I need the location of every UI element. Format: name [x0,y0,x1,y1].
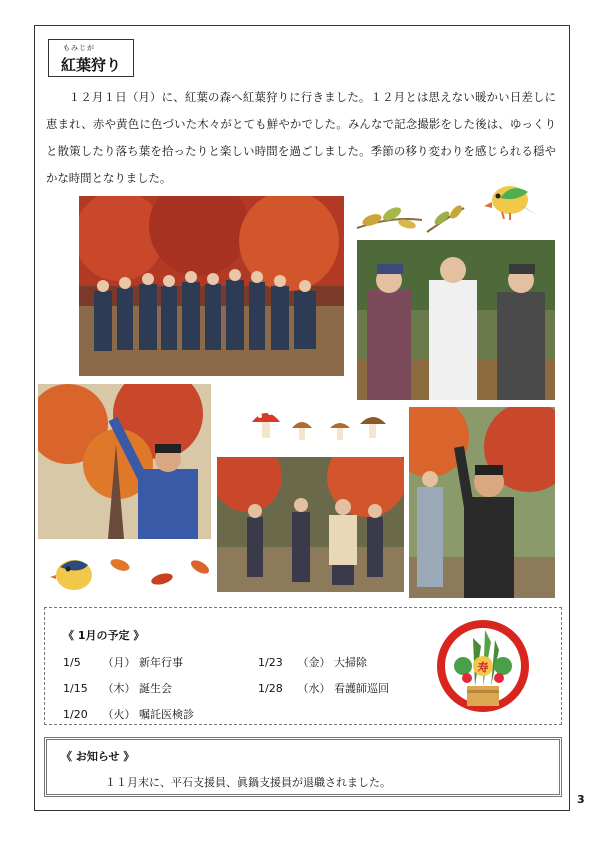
schedule-weekday: （月） [102,656,136,669]
three-people-photo [357,240,555,400]
intro-paragraph: １２月１日（月）に、紅葉の森へ紅葉狩りに行きました。１２月とは思えない暖かい日差しに恵まれ、赤や黄色に色づいた木々がとても鮮やかでした。みんなで記念撮影をした後は、ゆっくりと散策したり落ち葉を拾ったりと楽しい時間を過ごしました。季節の移り変わりを感じられる穏やかな時間となりました。 [46,90,556,185]
schedule-date: 1/20 [63,708,88,721]
schedule-event: 看護師巡回 [334,682,389,695]
page-title: 紅葉狩り [61,56,122,74]
schedule-box [44,607,562,725]
title-ruby: もみじが [63,44,95,52]
schedule-weekday: （金） [297,656,331,669]
schedule-event: 誕生会 [139,682,172,695]
notice-text: １１月末に、平石支援員、眞鍋支援員が退職されました。 [105,776,391,789]
man-reaching-photo [38,384,211,539]
schedule-event: 新年行事 [139,656,183,669]
title-box [48,39,134,77]
man-pointing-photo [409,407,555,598]
schedule-item [63,706,194,722]
schedule-date: 1/15 [63,682,88,695]
schedule-weekday: （水） [297,682,331,695]
schedule-event: 嘱託医検診 [139,708,194,721]
schedule-weekday: （木） [102,682,136,695]
schedule-heading: 《 1月の予定 》 [63,629,145,642]
schedule-item [63,680,172,696]
group-photo [79,196,344,376]
notice-heading: 《 お知らせ 》 [61,750,135,763]
bird-icon [482,172,540,222]
schedule-date: 1/28 [258,682,283,695]
schedule-weekday: （火） [102,708,136,721]
kadomatsu-icon [433,616,533,716]
page-number: 3 [577,793,585,806]
walking-group-photo [217,457,404,592]
bird-with-leaves-icon [50,547,215,597]
schedule-event: 大掃除 [334,656,367,669]
schedule-item [258,654,367,670]
schedule-item [63,654,183,670]
schedule-date: 1/23 [258,656,283,669]
schedule-date: 1/5 [63,656,81,669]
mushroom-icon [250,404,390,444]
notice-box [44,737,562,797]
leaf-sprig-icon [352,198,472,238]
kadomatsu-label: 寿 [477,661,489,674]
schedule-item [258,680,389,696]
